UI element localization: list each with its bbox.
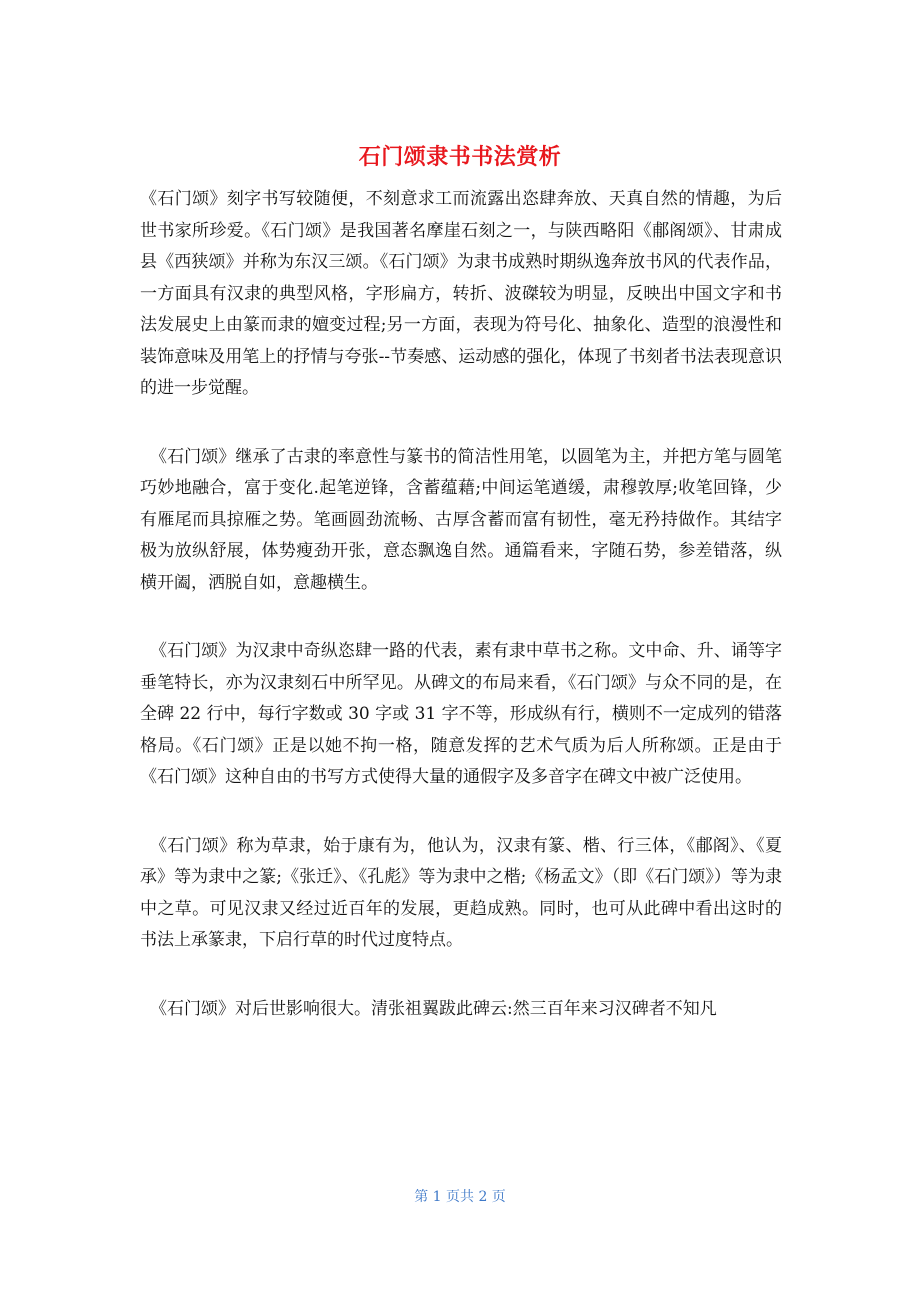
document-body <box>140 184 782 1025</box>
page-footer: 第 1 页共 2 页 <box>414 1189 506 1205</box>
document-title: 石门颂隶书书法赏析 <box>358 144 562 170</box>
paragraph-1: 《石门颂》刻字书写较随便，不刻意求工而流露出恣肆奔放、天真自然的情趣，为后世书家所珍爱。《石门颂》是我国著名摩崖石刻之一，与陕西略阳《郙阁颂》、甘肃成县《西狭颂》并称为东汉三颂。《石门颂》为隶书成熟时期纵逸奔放书风的代表作品，一方面具有汉隶的典型风格，字形扁方，转折、波磔较为明显，反映出中国文字和书法发展史上由篆而隶的嬗变过程;另一方面，表现为符号化、抽象化、造型的浪漫性和装饰意味及用笔上的抒情与夸张--节奏感、运动感的强化，体现了书刻者书法表现意识的进一步觉醒。 <box>140 189 782 398</box>
paragraph-3: 《石门颂》为汉隶中奇纵恣肆一路的代表，素有隶中草书之称。文中命、升、诵等字垂笔特长，亦为汉隶刻石中所罕见。从碑文的布局来看，《石门颂》与众不同的是，在全碑 22 行中，每行字数或 30 字或 31 字不等，形成纵有行，横则不一定成列的错落格局。《石门颂》正是以她不拘一格，随意发挥的艺术气质为后人所称颂。正是由于《石门颂》这种自由的书写方式使得大量的通假字及多音字在碑文中被广泛使用。 <box>140 641 782 787</box>
paragraph-4: 《石门颂》称为草隶，始于康有为，他认为，汉隶有篆、楷、行三体，《郙阁》、《夏承》等为隶中之篆;《张迁》、《孔彪》等为隶中之楷;《杨孟文》（即《石门颂》）等为隶中之草。可见汉隶又经过近百年的发展，更趋成熟。同时，也可从此碑中看出这时的书法上承篆隶，下启行草的时代过度特点。 <box>140 835 782 950</box>
paragraph-5: 《石门颂》对后世影响很大。清张祖翼跋此碑云:然三百年来习汉碑者不知凡 <box>150 998 717 1019</box>
paragraph-2: 《石门颂》继承了古隶的率意性与篆书的简洁性用笔，以圆笔为主，并把方笔与圆笔巧妙地融合，富于变化.起笔逆锋，含蓄蕴藉;中间运笔遒缓，肃穆敦厚;收笔回锋，少有雁尾而具掠雁之势。笔画圆劲流畅、古厚含蓄而富有韧性，毫无矜持做作。其结字极为放纵舒展，体势瘦劲开张，意态飘逸自然。通篇看来，字随石势，参差错落，纵横开阖，洒脱自如，意趣横生。 <box>140 446 782 593</box>
